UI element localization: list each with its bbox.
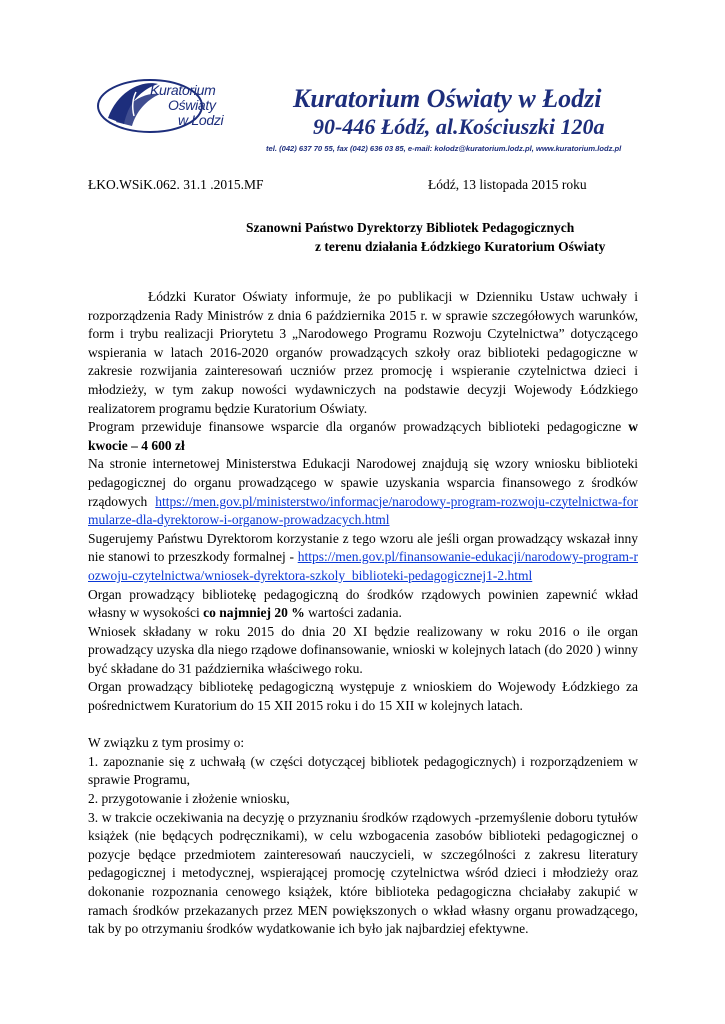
request-item-3: 3. w trakcie oczekiwania na decyzję o przyznaniu środków rządowych -przemyślenie doboru tytułów książek (nie będących podręcznikami), w celu wzbogacenia zasobów biblioteki pedagogicznej o pozycje będące przedmiotem zainteresowań nauczycieli, w szczególności z zakresu literatury pedagogicznej i metodycznej, wspierającej promocję czytelnictwa wśród dzieci i młodzieży oraz dokonanie rozpoznania cenowego książek, które biblioteka pedagogiczna chciałaby zakupić w ramach środków przekazanych przez MEN powiększonych o wkład własny organu prowadzącego, tak by po otrzymaniu środków wydatkowanie ich było jak najbardziej efektywne.	[88, 809, 638, 937]
forms-link[interactable]: https://men.gov.pl/ministerstwo/informacje/narodowy-program-rozwoju-czytelnictwa-formularze-dla-dyrektorow-i-organow-prowadzacych.html	[88, 493, 638, 528]
paragraph-deadline: Wniosek składany w roku 2015 do dnia 20 XI będzie realizowany w roku 2016 o ile organ prowadzący uzyska dla niego rządowe dofinansowanie, wnioski w kolejnych latach (do 2020 ) winny być składane do 31 października właściwego roku.	[88, 623, 638, 676]
paragraph-gap	[88, 716, 638, 735]
paragraph-funding	[88, 418, 638, 455]
institution-address: 90-446 Łódź, al.Kościuszki 120a	[313, 114, 605, 139]
institution-contact: tel. (042) 637 70 55, fax (042) 636 03 85, e-mail: kolodz@kuratorium.lodz.pl, www.kuratorium.lodz.pl	[266, 144, 622, 153]
logo-line-2: Oświaty	[168, 97, 216, 113]
request-intro: W związku z tym prosimy o:	[88, 735, 245, 751]
letter-body	[88, 288, 638, 939]
logo-line-3: w Łodzi	[178, 112, 224, 128]
paragraph-announcement: Łódzki Kurator Oświaty informuje, że po publikacji w Dzienniku Ustaw uchwały i rozporządzenia Rady Ministrów z dnia 6 października 2015 r. w sprawie szczegółowych warunków, form i trybu realizacji Priorytetu 3 „Narodowego Programu Rozwoju Czytelnictwa” dotyczącego wspierania w latach 2016-2020 organów prowadzących szkoły oraz biblioteki pedagogiczne w zakresie rozwijania zainteresowań uczniów przez promocję i wspieranie czytelnictwa dzieci i młodzieży, w tym zakup nowości wydawniczych na podstawie decyzji Wojewody Łódzkiego realizatorem programu będzie Kuratorium Oświaty.	[88, 289, 638, 416]
letterhead	[88, 70, 648, 170]
paragraph-suggestion	[88, 530, 638, 586]
request-item-2: 2. przygotowanie i złożenie wniosku,	[88, 791, 290, 807]
contribution-text-2: wartości zadania.	[304, 605, 402, 621]
addressee-line-1: Szanowni Państwo Dyrektorzy Bibliotek Pedagogicznych	[246, 220, 575, 235]
funding-amount: w kwocie – 4 600 zł	[88, 419, 638, 453]
forms-text: Na stronie internetowej Ministerstwa Edukacji Narodowej znajdują się wzory wniosku biblioteki pedagogicznej do organu prowadzącego w spawie uzyskania wsparcia finansowego z środków rządowych	[88, 456, 638, 509]
suggestion-text: Sugerujemy Państwu Dyrektorom korzystanie z tego wzoru ale jeśli organ prowadzący wskazał inny nie stanowi to przeszkody formalnej -	[88, 530, 638, 565]
logo-wordmark	[150, 83, 223, 128]
date-line: Łódź, 13 listopada 2015 roku	[428, 177, 587, 192]
request-item-1: 1. zapoznanie się z uchwałą (w części dotyczącej bibliotek pedagogicznych) i rozporządzeniem w sprawie Programu,	[88, 753, 638, 788]
paragraph-submission: Organ prowadzący bibliotekę pedagogiczną występuje z wnioskiem do Wojewody Łódzkiego za pośrednictwem Kuratorium do 15 XII 2015 roku i do 15 XII w kolejnych latach.	[88, 679, 638, 714]
contribution-percent: co najmniej 20 %	[203, 605, 305, 621]
institution-name: Kuratorium Oświaty w Łodzi	[293, 84, 602, 113]
paragraph-forms	[88, 455, 638, 529]
addressee-line-2: z terenu działania Łódzkiego Kuratorium Oświaty	[315, 239, 606, 254]
application-link[interactable]: https://men.gov.pl/finansowanie-edukacji/narodowy-program-rozwoju-czytelnictwa/wniosek-dyrektora-szkoly_biblioteki-pedagogicznej1-2.html	[88, 549, 638, 583]
funding-text: Program przewiduje finansowe wsparcie dla organów prowadzących biblioteki pedagogiczne	[88, 419, 629, 435]
paragraph-own-contribution	[88, 586, 638, 623]
reference-number: ŁKO.WSiK.062. 31.1 .2015.MF	[88, 177, 264, 192]
logo-line-1: Kuratorium	[150, 82, 216, 98]
contribution-text-1: Organ prowadzący bibliotekę pedagogiczną do środków rządowych powinien zapewnić wkład własny w wysokości	[88, 586, 638, 621]
